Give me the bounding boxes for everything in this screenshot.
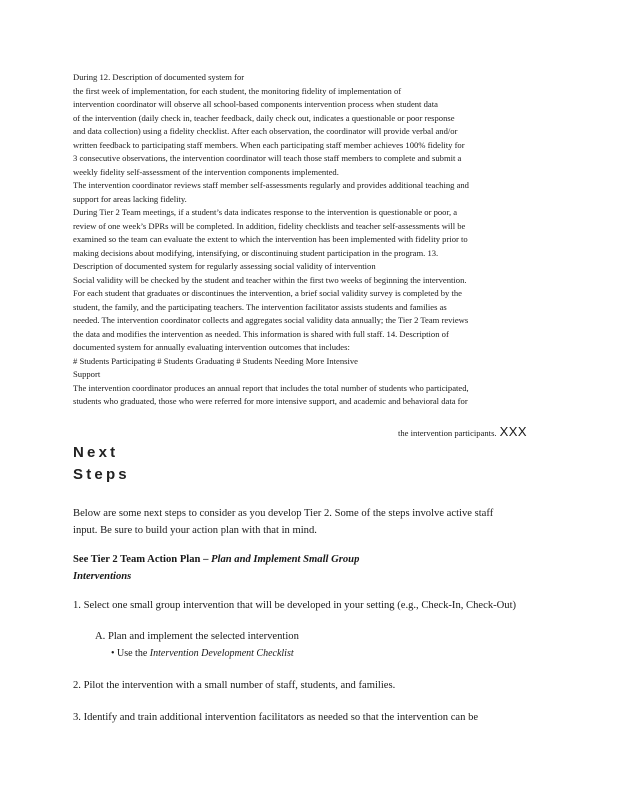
step-2: 2. Pilot the intervention with a small number of staff, students, and families. [73,680,396,691]
checklist-reference: Intervention Development Checklist [149,648,294,659]
text-line: The intervention coordinator produces an annual report that includes the total number of students who participated, [73,382,469,393]
text-line: Social validity will be checked by the student and teacher within the first two weeks of beginning the intervention. [73,274,467,285]
text-line: 3 consecutive observations, the intervention coordinator will teach those staff members to complete and submit a [73,153,462,163]
text-line: The intervention coordinator reviews staff member self-assessments regularly and provides additional teaching and [73,180,469,190]
intro-line: Below are some next steps to consider as you develop Tier 2. Some of the steps involve active staff [73,508,494,519]
text-line: During 12. Description of documented system for [73,72,245,82]
tail-text: the intervention participants. [398,428,497,438]
bullet-prefix: • Use the [111,648,150,659]
text-line: students who graduated, those who were referred for more intensive support, and academic and behavioral data for [73,396,468,406]
action-plan-reference [73,551,553,585]
text-line: Description of documented system for regularly assessing social validity of intervention [73,261,376,271]
dense-text-block [73,71,573,409]
text-line: support for areas lacking fidelity. [73,193,187,204]
next-steps-heading [73,442,130,486]
text-line: of the intervention (daily check in, teacher feedback, daily check out, indicates a questionable or poor response [73,112,455,123]
text-line: intervention coordinator will observe all school-based components intervention process when student data [73,99,438,109]
intro-paragraph [73,505,553,539]
see-bold-text: See Tier 2 Team Action Plan – [73,554,212,565]
tail-line [398,424,527,439]
text-line: Support [73,369,101,379]
text-line: needed. The intervention coordinator collects and aggregates social validity data annually; the Tier 2 Team reviews [73,315,469,325]
bullet-item [111,645,591,662]
text-line: weekly fidelity self-assessment of the intervention components implemented. [73,166,339,177]
text-line: the data and modifies the intervention as needed. This information is shared with full staff. 14. Description of [73,328,449,339]
text-line: student, the family, and the participating teachers. The intervention facilitator assists students and families as [73,301,447,312]
tail-marker: XXX [499,424,528,439]
see-italic-text: Interventions [73,571,132,582]
text-line: and data collection) using a fidelity checklist. After each observation, the coordinator will provide verbal and/or [73,126,458,136]
text-line: During Tier 2 Team meetings, if a student’s data indicates response to the intervention is questionable or poor, a [73,207,458,217]
text-line: examined so the team can evaluate the extent to which the intervention has been implemented with fidelity prior to [73,234,468,244]
heading-line: Steps [73,466,130,483]
text-line: written feedback to participating staff members. When each participating staff member achieves 100% fidelity for [73,139,465,150]
heading-line: Next [73,444,119,461]
intro-line: input. Be sure to build your action plan with that in mind. [73,525,317,536]
text-line: making decisions about modifying, intensifying, or discontinuing student participation in the program. 13. [73,247,439,258]
see-italic-text: Plan and Implement Small Group [211,554,360,565]
step-1a: A. Plan and implement the selected intervention [95,631,299,642]
text-line: # Students Participating # Students Graduating # Students Needing More Intensive [73,355,358,366]
step-3: 3. Identify and train additional intervention facilitators as needed so that the intervention can be [73,712,479,723]
text-line: review of one week’s DPRs will be completed. In addition, fidelity checklists and teacher self-assessments will be [73,220,466,231]
text-line: the first week of implementation, for each student, the monitoring fidelity of implementation of [73,85,402,96]
text-line: documented system for annually evaluating intervention outcomes that includes: [73,342,350,352]
text-line: For each student that graduates or discontinues the intervention, a brief social validity survey is completed by the [73,288,463,298]
step-1: 1. Select one small group intervention that will be developed in your setting (e.g., Check-In, Check-Out) [73,600,517,611]
